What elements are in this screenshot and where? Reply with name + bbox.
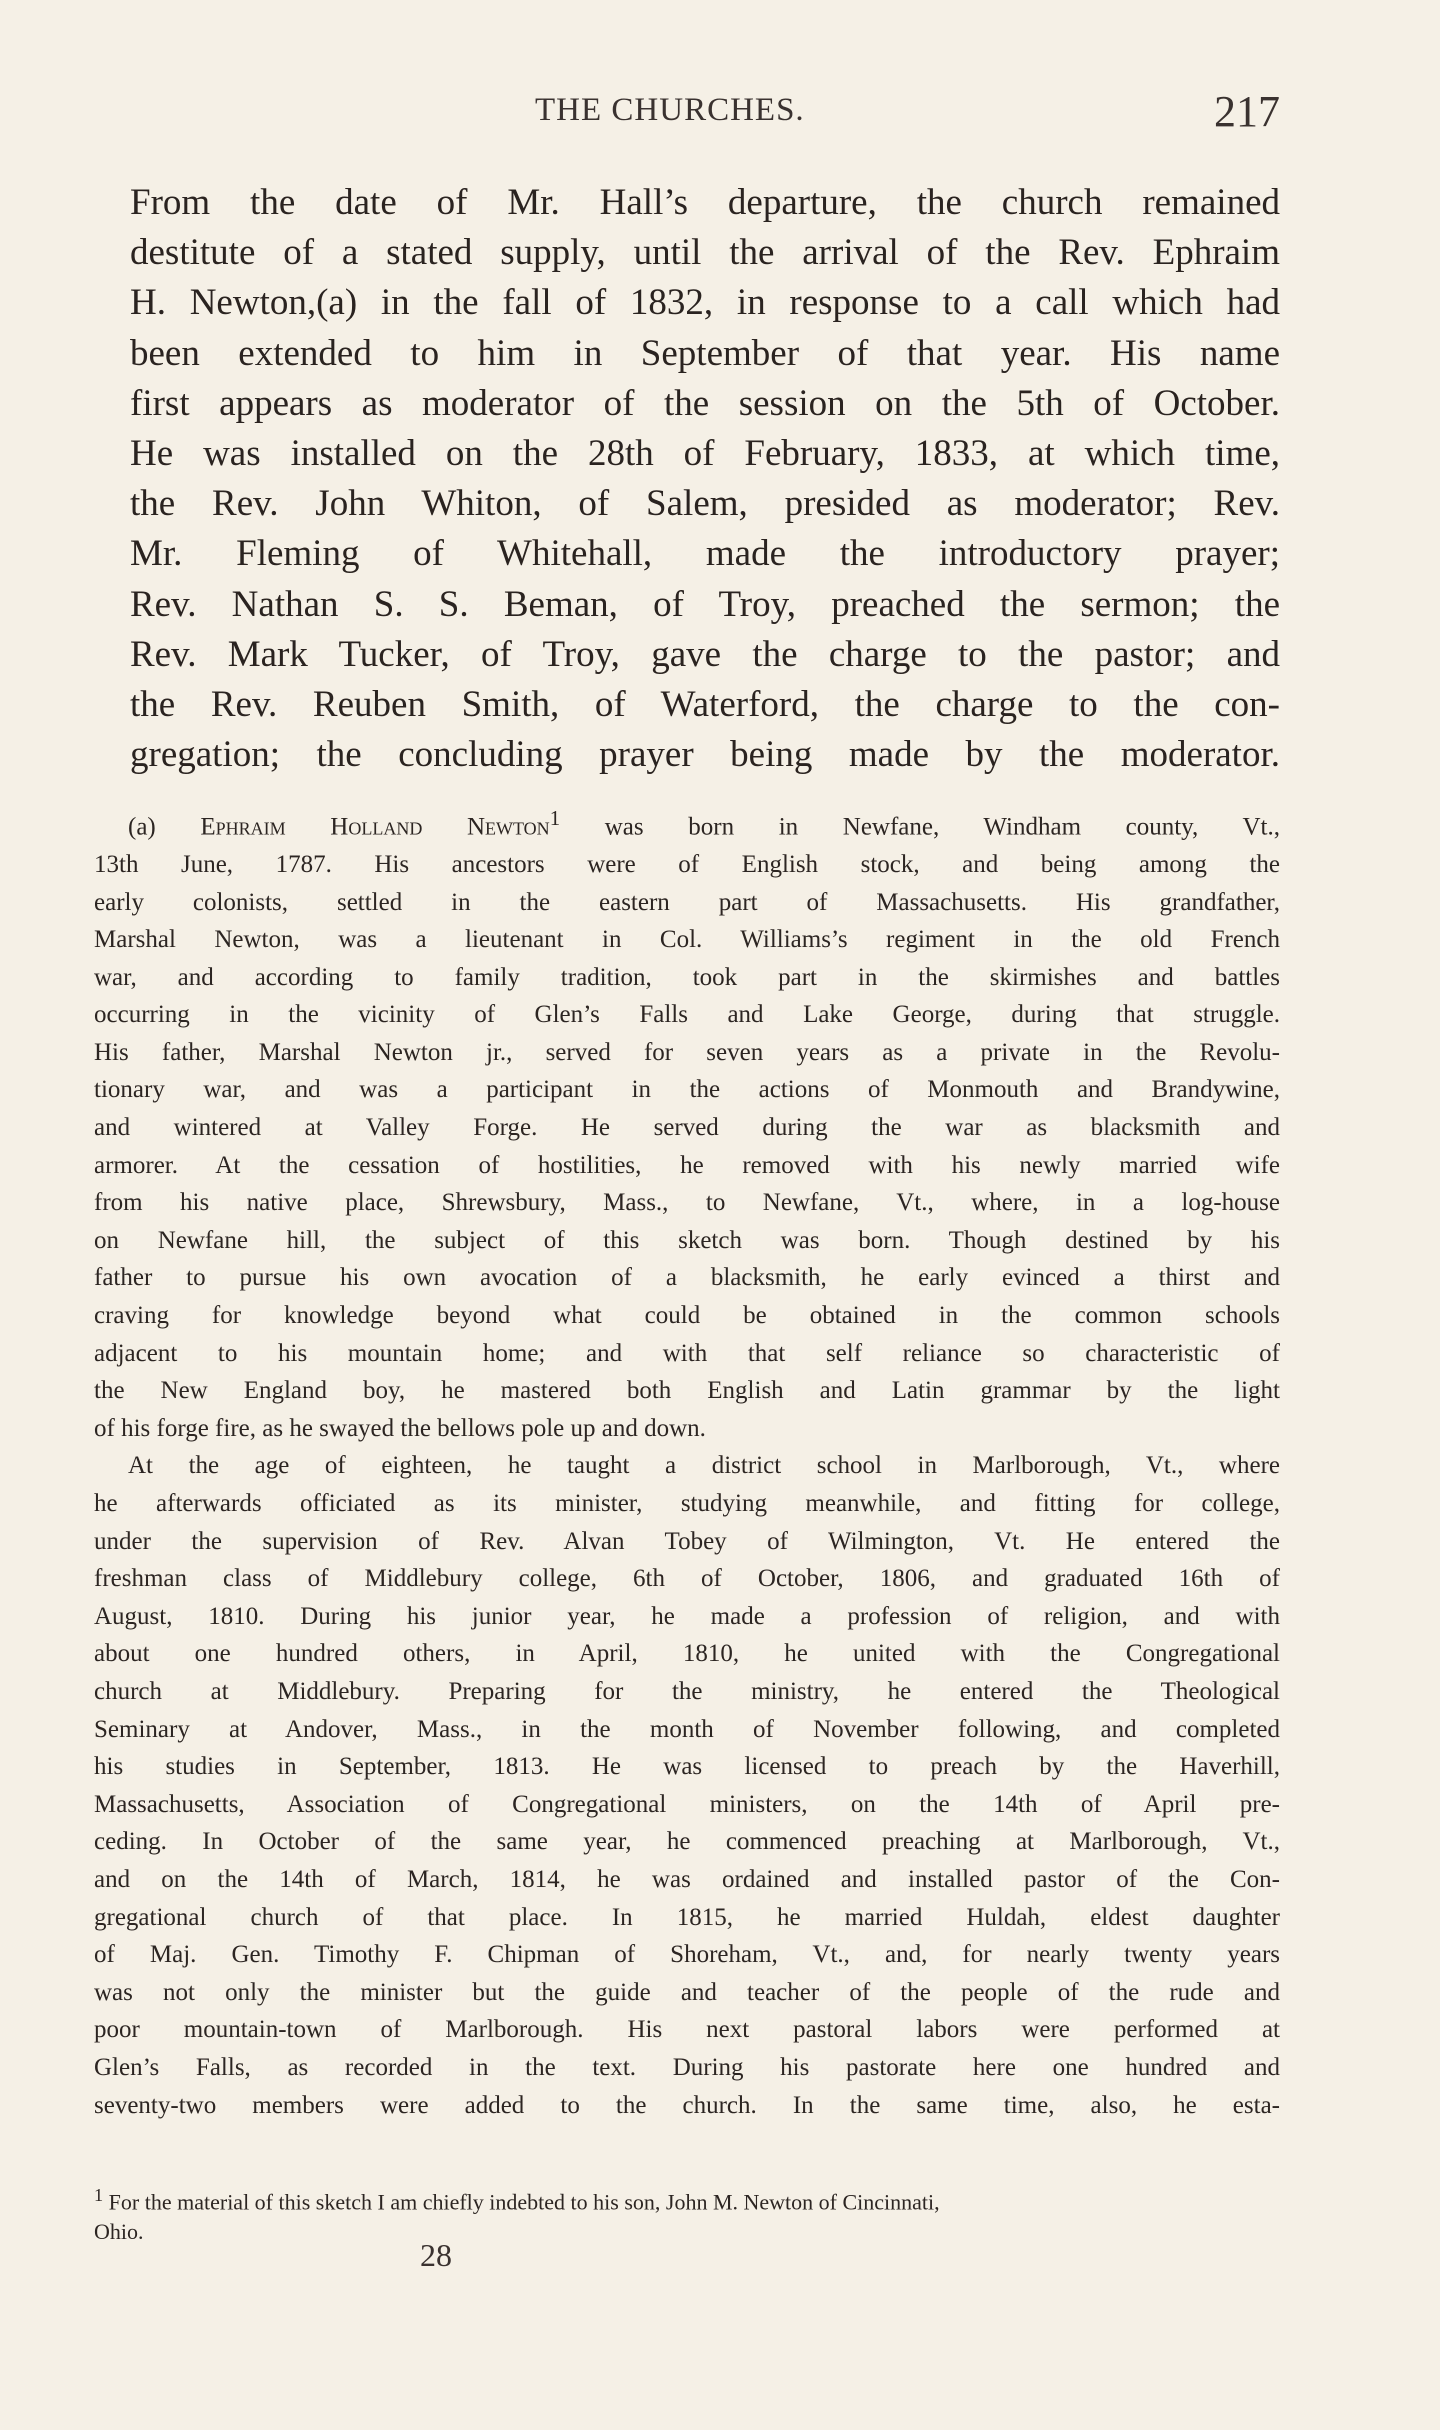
footnote-line: and on the 14th of March, 1814, he was ordained and installed pastor of the Con- <box>94 1865 1280 1893</box>
footnote-line: under the supervision of Rev. Alvan Tobey of Wilmington, Vt. He entered the <box>94 1527 1280 1555</box>
footnote-line: about one hundred others, in April, 1810, he united with the Congregational <box>94 1640 1280 1668</box>
main-line: H. Newton,(a) in the fall of 1832, in response to a call which had <box>130 282 1280 324</box>
main-line: destitute of a stated supply, until the arrival of the Rev. Ephraim <box>130 232 1280 274</box>
footnote-line: and wintered at Valley Forge. He served during the war as blacksmith and <box>94 1114 1280 1142</box>
footnote-subject-name: Ephraim Holland Newton <box>200 813 550 841</box>
footnote-line: was not only the minister but the guide and teacher of the people of the rude and <box>94 1978 1280 2006</box>
footnote-line: war, and according to family tradition, took part in the skirmishes and battles <box>94 963 1280 991</box>
main-line: Rev. Nathan S. S. Beman, of Troy, preached the sermon; the <box>130 583 1280 625</box>
main-line: Mr. Fleming of Whitehall, made the introductory prayer; <box>130 533 1280 575</box>
footnote-line: Glen’s Falls, as recorded in the text. During his pastorate here one hundred and <box>94 2053 1280 2081</box>
source-footnote <box>94 2180 1280 2247</box>
footnote-line: Seminary at Andover, Mass., in the month of November following, and completed <box>94 1715 1280 1743</box>
footnote-line: the New England boy, he mastered both English and Latin grammar by the light <box>94 1377 1280 1405</box>
footnote-line: Massachusetts, Association of Congregational ministers, on the 14th of April pre- <box>94 1790 1280 1818</box>
source-footnote-marker: 1 <box>94 2185 104 2205</box>
footnote-line: tionary war, and was a participant in the actions of Monmouth and Brandywine, <box>94 1076 1280 1104</box>
main-line: Rev. Mark Tucker, of Troy, gave the charge to the pastor; and <box>130 633 1280 675</box>
source-footnote-text: For the material of this sketch I am chiefly indebted to his son, John M. Newton of Cincinnati, <box>103 2189 940 2215</box>
footnote-first-line <box>94 800 1280 846</box>
footnote-first-line-rest: was born in Newfane, Windham county, Vt., <box>560 813 1280 841</box>
main-paragraph <box>130 178 1280 780</box>
footnote-line: of his forge fire, as he swayed the bellows pole up and down. <box>94 1414 706 1442</box>
footnote-line: of Maj. Gen. Timothy F. Chipman of Shoreham, Vt., and, for nearly twenty years <box>94 1941 1280 1969</box>
footnote-line: adjacent to his mountain home; and with that self reliance so characteristic of <box>94 1339 1280 1367</box>
running-head: THE CHURCHES. <box>535 92 805 128</box>
page-number: 217 <box>1214 87 1280 136</box>
footnote-line: seventy-two members were added to the church. In the same time, also, he esta- <box>94 2091 1280 2119</box>
main-line: been extended to him in September of that year. His name <box>130 332 1280 374</box>
main-line: From the date of Mr. Hall’s departure, the church remained <box>130 182 1280 223</box>
footnote-line: armorer. At the cessation of hostilities, he removed with his newly married wife <box>94 1151 1280 1179</box>
footnote-line: gregational church of that place. In 1815, he married Huldah, eldest daughter <box>94 1903 1280 1931</box>
footnote-superscript: 1 <box>549 806 561 830</box>
source-footnote-line-1 <box>94 2180 1280 2217</box>
signature-mark: 28 <box>420 2237 452 2273</box>
footnote-line: At the age of eighteen, he taught a district school in Marlborough, Vt., where <box>128 1452 1280 1480</box>
footnote-line: father to pursue his own avocation of a blacksmith, he early evinced a thirst and <box>94 1264 1280 1292</box>
footnote-line: freshman class of Middlebury college, 6th of October, 1806, and graduated 16th of <box>94 1565 1280 1593</box>
footnote-line: Marshal Newton, was a lieutenant in Col. Williams’s regiment in the old French <box>94 926 1280 954</box>
main-line: the Rev. Reuben Smith, of Waterford, the charge to the con- <box>130 684 1280 726</box>
footnote-line: church at Middlebury. Preparing for the ministry, he entered the Theological <box>94 1677 1280 1705</box>
footnote-line: he afterwards officiated as its minister, studying meanwhile, and fitting for college, <box>94 1490 1280 1518</box>
main-line: the Rev. John Whiton, of Salem, presided as moderator; Rev. <box>130 483 1280 525</box>
footnote-line: His father, Marshal Newton jr., served for seven years as a private in the Revolu- <box>94 1038 1280 1066</box>
footnote-line: ceding. In October of the same year, he commenced preaching at Marlborough, Vt., <box>94 1828 1280 1856</box>
footnote-line: his studies in September, 1813. He was licensed to preach by the Haverhill, <box>94 1753 1280 1781</box>
footnote-line: poor mountain-town of Marlborough. His next pastoral labors were performed at <box>94 2016 1280 2044</box>
footnote-line: early colonists, settled in the eastern part of Massachusetts. His grandfather, <box>94 888 1280 916</box>
page-header <box>130 87 1280 142</box>
footnote-line: 13th June, 1787. His ancestors were of English stock, and being among the <box>94 850 1280 878</box>
footnote-line: craving for knowledge beyond what could be obtained in the common schools <box>94 1302 1280 1330</box>
footnote-line: August, 1810. During his junior year, he made a profession of religion, and with <box>94 1602 1280 1630</box>
footnote-line: from his native place, Shrewsbury, Mass., to Newfane, Vt., where, in a log-house <box>94 1189 1280 1217</box>
footnote-line: on Newfane hill, the subject of this sketch was born. Though destined by his <box>94 1226 1280 1254</box>
footnote-line: occurring in the vicinity of Glen’s Falls and Lake George, during that struggle. <box>94 1001 1280 1029</box>
footnote-marker: (a) <box>128 813 156 841</box>
main-line: first appears as moderator of the session on the 5th of October. <box>130 382 1280 424</box>
main-line: gregation; the concluding prayer being made by the moderator. <box>130 734 1280 776</box>
main-line: He was installed on the 28th of February, 1833, at which time, <box>130 433 1280 475</box>
footnote-a <box>94 800 1280 2124</box>
source-footnote-line-2: Ohio. <box>94 2219 144 2245</box>
